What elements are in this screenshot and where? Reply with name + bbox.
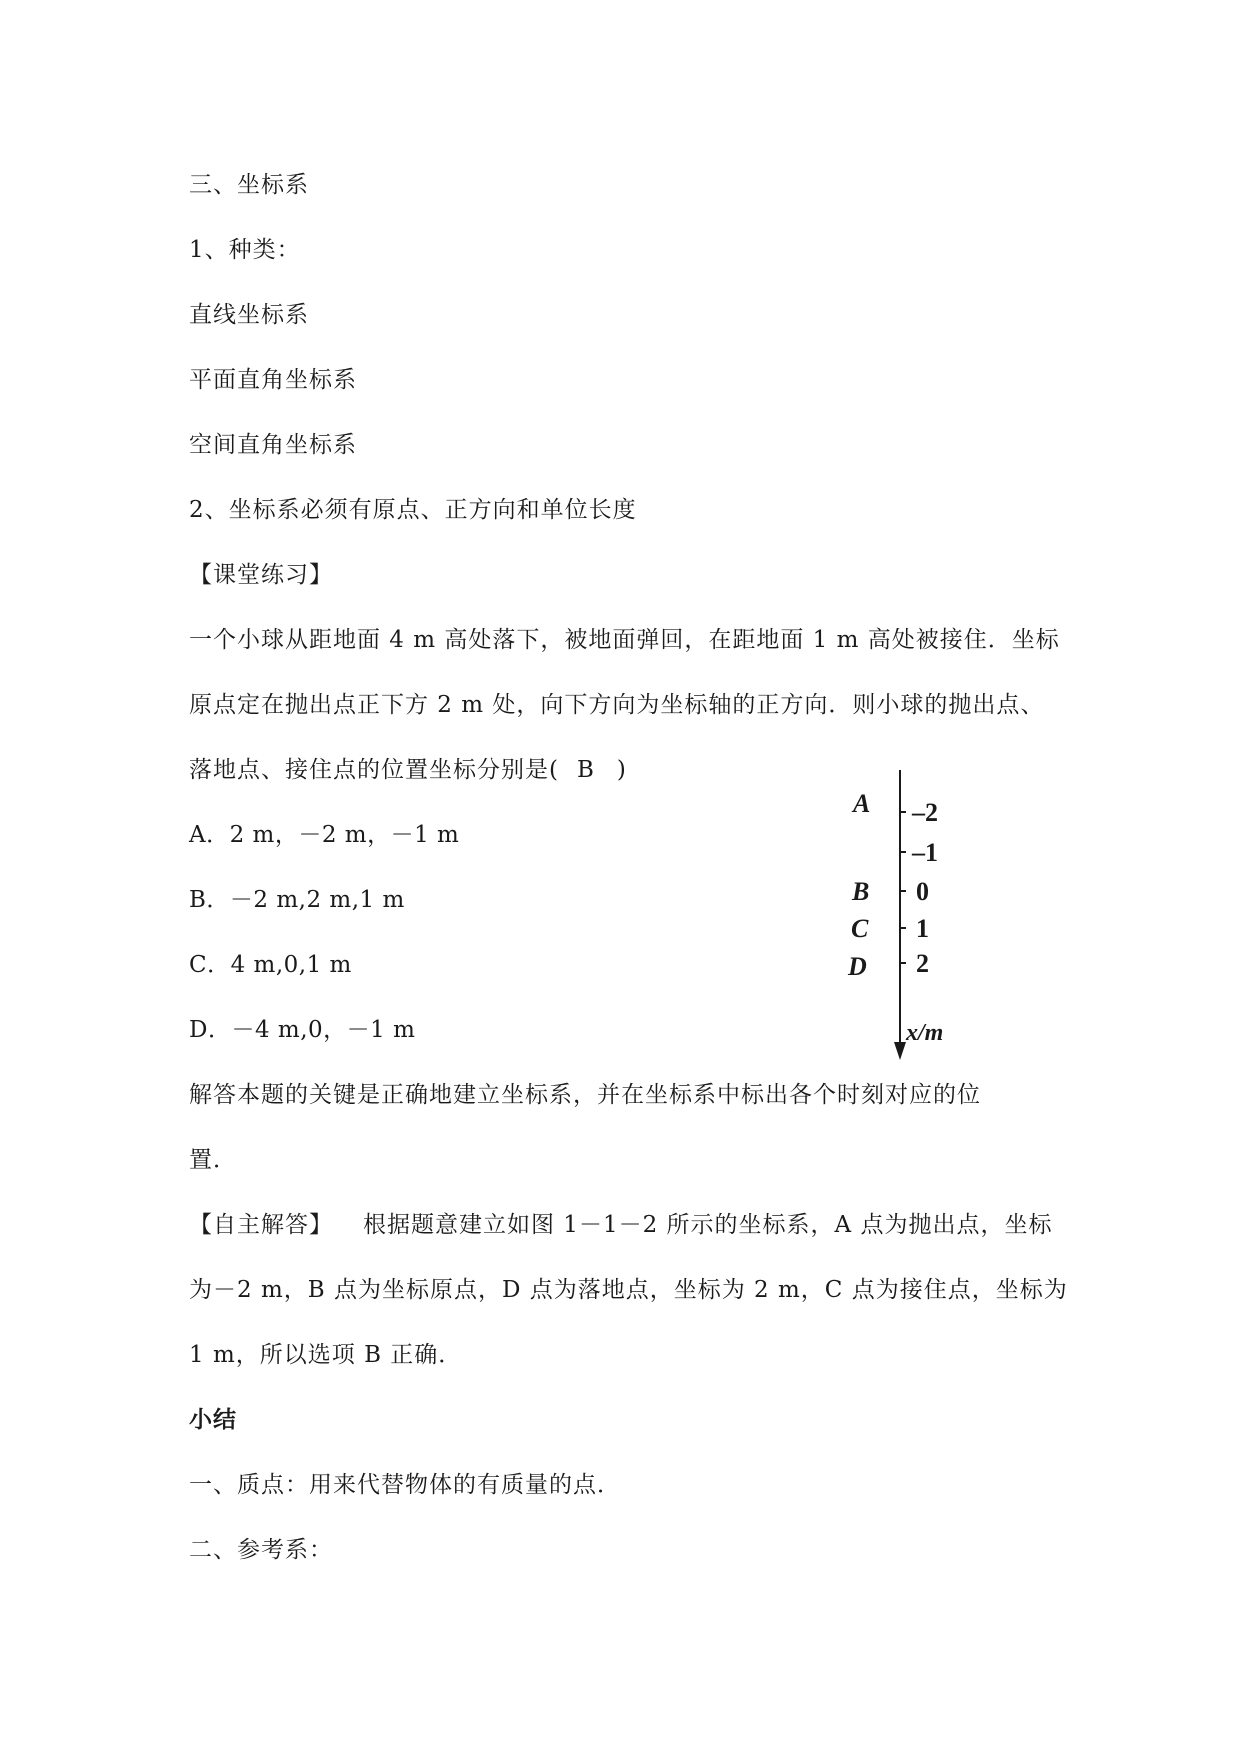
option-b: B．－2 m,2 m,1 m [189,887,405,913]
tick-label: –2 [912,798,938,827]
solution-line: 为－2 m，B 点为坐标原点，D 点为落地点，坐标为 2 m，C 点为接住点，坐标为 [189,1277,1068,1303]
solution-title: 【自主解答】 [189,1212,333,1238]
point-label-c: C [851,914,869,943]
tick-label: 1 [916,914,929,943]
kind-item: 空间直角坐标系 [189,432,357,458]
summary-title: 小结 [189,1406,237,1433]
question-line: 一个小球从距地面 4 m 高处落下，被地面弹回，在距地面 1 m 高处被接住．坐标 [189,627,1060,653]
question-line-last [189,755,627,785]
coordinate-rule: 2、坐标系必须有原点、正方向和单位长度 [189,497,637,523]
kind-item: 直线坐标系 [189,302,309,328]
option-a: A．2 m，－2 m，－1 m [189,822,460,848]
number-line-svg [840,770,980,1070]
question-text: 落地点、接住点的位置坐标分别是( [189,757,559,783]
option-d: D．－4 m,0，－1 m [189,1017,416,1043]
summary-item: 一、质点：用来代替物体的有质量的点． [189,1472,621,1498]
kind-item: 平面直角坐标系 [189,367,357,393]
tick-label: 0 [916,877,929,906]
solution-line: 1 m，所以选项 B 正确． [189,1342,463,1368]
option-c: C．4 m,0,1 m [189,952,352,978]
number-line-figure [840,770,980,1070]
point-label-d: D [848,952,867,981]
kinds-title: 1、种类： [189,237,301,263]
question-close: ) [616,757,627,783]
solution-line-first [189,1210,1052,1240]
tick-label: –1 [912,838,938,867]
question-line: 原点定在抛出点正下方 2 m 处，向下方向为坐标轴的正方向．则小球的抛出点、 [189,692,1045,718]
axis-arrow-icon [894,1042,906,1060]
summary-item: 二、参考系： [189,1537,333,1563]
point-label-a: A [853,789,871,818]
solution-text: 根据题意建立如图 1－1－2 所示的坐标系，A 点为抛出点，坐标 [363,1212,1053,1238]
tick-label: 2 [916,949,929,978]
axis-label: x/m [906,1020,944,1046]
answer-choice: B [576,757,595,783]
section-heading: 三、坐标系 [189,172,309,198]
hint-line: 置． [189,1147,237,1173]
exercise-title: 【课堂练习】 [189,562,333,588]
point-label-b: B [852,877,870,906]
hint-line: 解答本题的关键是正确地建立坐标系，并在坐标系中标出各个时刻对应的位 [189,1082,981,1108]
